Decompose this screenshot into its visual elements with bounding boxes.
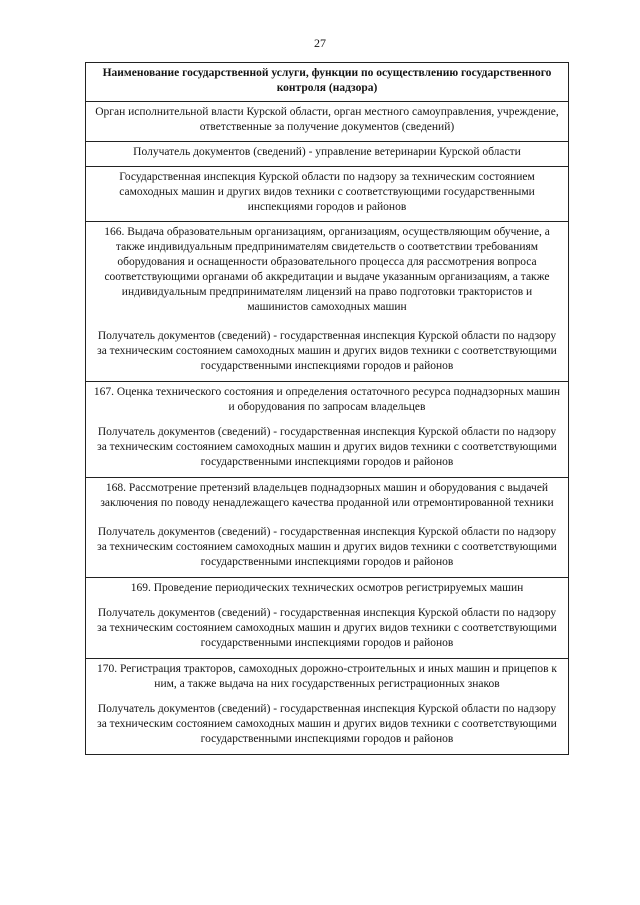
service-title: 170. Регистрация тракторов, самоходных дорожно-строительных и иных машин и прицепов к ним, а также выдача на них государственных регистрационных знаков xyxy=(97,663,557,690)
service-row-166 xyxy=(86,221,568,381)
recipient-veterinary-text: Получатель документов (сведений) - управление ветеринарии Курской области xyxy=(133,146,521,158)
service-recipient: Получатель документов (сведений) - государственная инспекция Курской области по надзору за техническим состоянием самоходных машин и других видов техники с соответствующими государственными инспекциями городов и районов xyxy=(97,426,557,468)
service-title: 169. Проведение периодических технических осмотров регистрируемых машин xyxy=(130,582,524,594)
service-recipient: Получатель документов (сведений) - государственная инспекция Курской области по надзору за техническим состоянием самоходных машин и других видов техники с соответствующими государственными инспекциями городов и районов xyxy=(97,330,557,372)
service-title: 167. Оценка технического состояния и определения остаточного ресурса поднадзорных машин и оборудования по запросам владельцев xyxy=(93,386,561,413)
service-title: 166. Выдача образовательным организациям, организациям, осуществляющим обучение, а также индивидуальным предпринимателям свидетельств о соответствии требованиям оборудования и оснащенности образовательного процесса для рассмотрения вопроса соответствующими органами об аккредитации и выдаче указанным организациям, а также индивидуальным предпринимателям лицензий на право подготовки трактористов и машинистов самоходных машин xyxy=(104,226,550,313)
authority-row xyxy=(86,101,568,141)
services-table xyxy=(85,62,569,755)
service-row-168 xyxy=(86,477,568,577)
service-row-167 xyxy=(86,381,568,477)
table-header-row xyxy=(86,63,568,101)
veterinary-row xyxy=(86,141,568,166)
service-row-170 xyxy=(86,658,568,754)
service-recipient: Получатель документов (сведений) - государственная инспекция Курской области по надзору за техническим состоянием самоходных машин и других видов техники с соответствующими государственными инспекциями городов и районов xyxy=(97,526,557,568)
table-header: Наименование государственной услуги, функции по осуществлению государственного контроля (надзора) xyxy=(102,67,552,94)
service-title: 168. Рассмотрение претензий владельцев поднадзорных машин и оборудования с выдачей заключения по поводу ненадлежащего качества проданной или отремонтированной техники xyxy=(100,482,554,509)
inspection-text: Государственная инспекция Курской области по надзору за техническим состоянием самоходных машин и других видов техники с соответствующими государственными инспекциями городов и районов xyxy=(119,171,535,213)
service-recipient: Получатель документов (сведений) - государственная инспекция Курской области по надзору за техническим состоянием самоходных машин и других видов техники с соответствующими государственными инспекциями городов и районов xyxy=(97,607,557,649)
inspection-row xyxy=(86,166,568,221)
page-number: 27 xyxy=(314,36,326,50)
authority-text: Орган исполнительной власти Курской области, орган местного самоуправления, учреждение, ответственные за получение документов (сведений) xyxy=(95,106,559,133)
service-recipient: Получатель документов (сведений) - государственная инспекция Курской области по надзору за техническим состоянием самоходных машин и других видов техники с соответствующими государственными инспекциями городов и районов xyxy=(97,703,557,745)
service-row-169 xyxy=(86,577,568,658)
